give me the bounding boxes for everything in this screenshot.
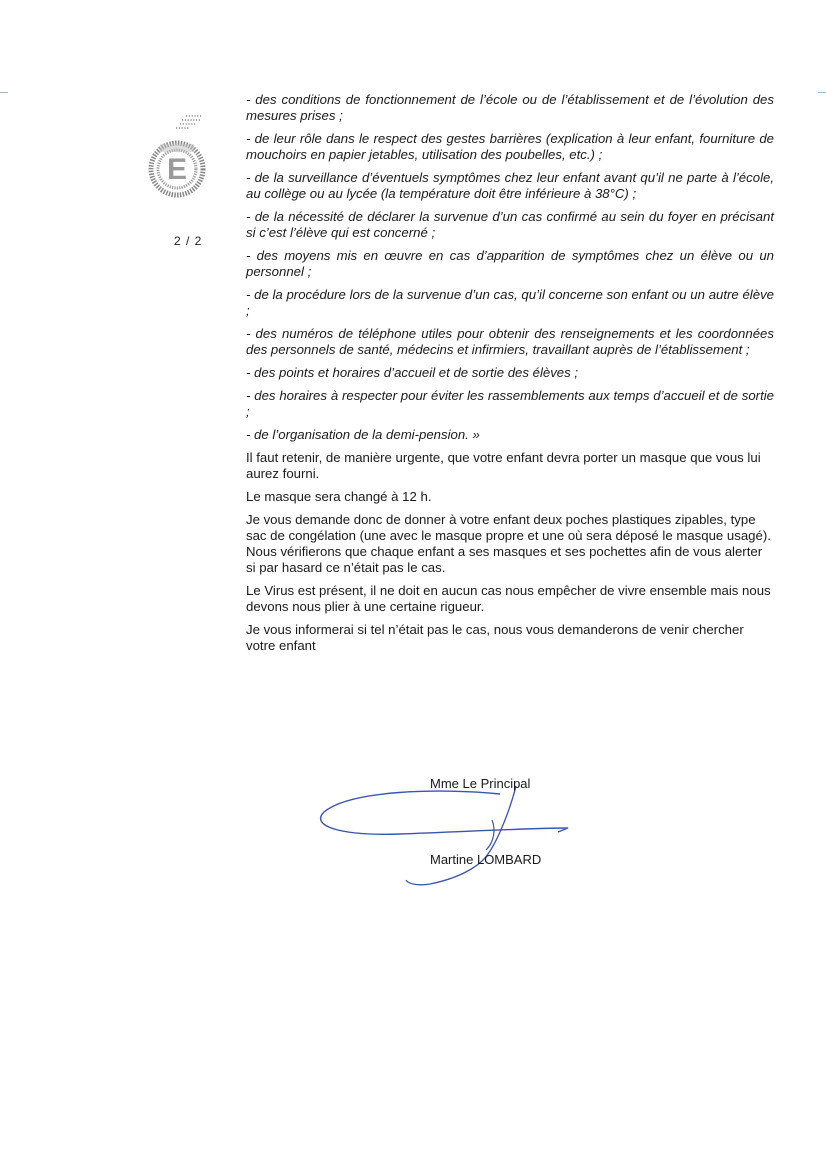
paragraph-mask-change: Le masque sera changé à 12 h. [246,489,432,504]
paragraph-inform: Je vous informerai si tel n’était pas le cas, nous vous demanderons de venir chercher votre enfant [246,622,744,653]
list-item: - de la procédure lors de la survenue d’un cas, qu’il concerne son enfant ou un autre élève ; [246,287,774,318]
list-item: - de leur rôle dans le respect des gestes barrières (explication à leur enfant, fourniture de mouchoirs en papier jetables, utilisation des poubelles, etc.) ; [246,131,774,162]
list-item: - de la surveillance d’éventuels symptômes chez leur enfant avant qu’il ne parte à l’école, au collège ou au lycée (la température doit être inférieure à 38°C) ; [246,170,774,201]
list-item: - de la nécessité de déclarer la survenue d’un cas confirmé au sein du foyer en précisant si c’est l’élève qui est concerné ; [246,209,774,240]
right-edge-mark [818,92,826,93]
list-item: - des horaires à respecter pour éviter les rassemblements aux temps d’accueil et de sortie ; [246,388,774,419]
logo-letter: E [166,153,188,186]
signature-block [310,770,610,900]
list-item: - de l’organisation de la demi-pension. » [246,427,480,442]
list-item: - des numéros de téléphone utiles pour obtenir des renseignements et les coordonnées des personnels de santé, médecins et infirmiers, travaillant auprès de l’établissement ; [246,326,774,357]
paragraph-virus: Le Virus est présent, il ne doit en aucun cas nous empêcher de vivre ensemble mais nous devons nous plier à une certaine rigueur. [246,583,771,614]
list-item: - des points et horaires d’accueil et de sortie des élèves ; [246,365,579,380]
letter-body [246,92,774,661]
signer-name: Martine LOMBARD [430,852,542,867]
list-item: - des conditions de fonctionnement de l’école ou de l’établissement et de l’évolution des mesures prises ; [246,92,774,123]
paragraph-plastic-bags: Je vous demande donc de donner à votre enfant deux poches plastiques zipables, type sac de congélation (une avec le masque propre et une où sera déposé le masque usagé). Nous vérifierons que chaque enfant a ses masques et ses pochettes afin de vous alerter si par hasard ce n’était pas le cas. [246,512,771,575]
left-edge-mark [0,92,8,93]
republique-logo-icon [146,112,208,210]
paragraph-mask-requirement: Il faut retenir, de manière urgente, que votre enfant devra porter un masque que vous lui aurez fourni. [246,450,761,481]
page-number: 2 / 2 [174,234,203,248]
list-item: - des moyens mis en œuvre en cas d’apparition de symptômes chez un élève ou un personnel ; [246,248,774,279]
signer-title: Mme Le Principal [430,776,531,791]
